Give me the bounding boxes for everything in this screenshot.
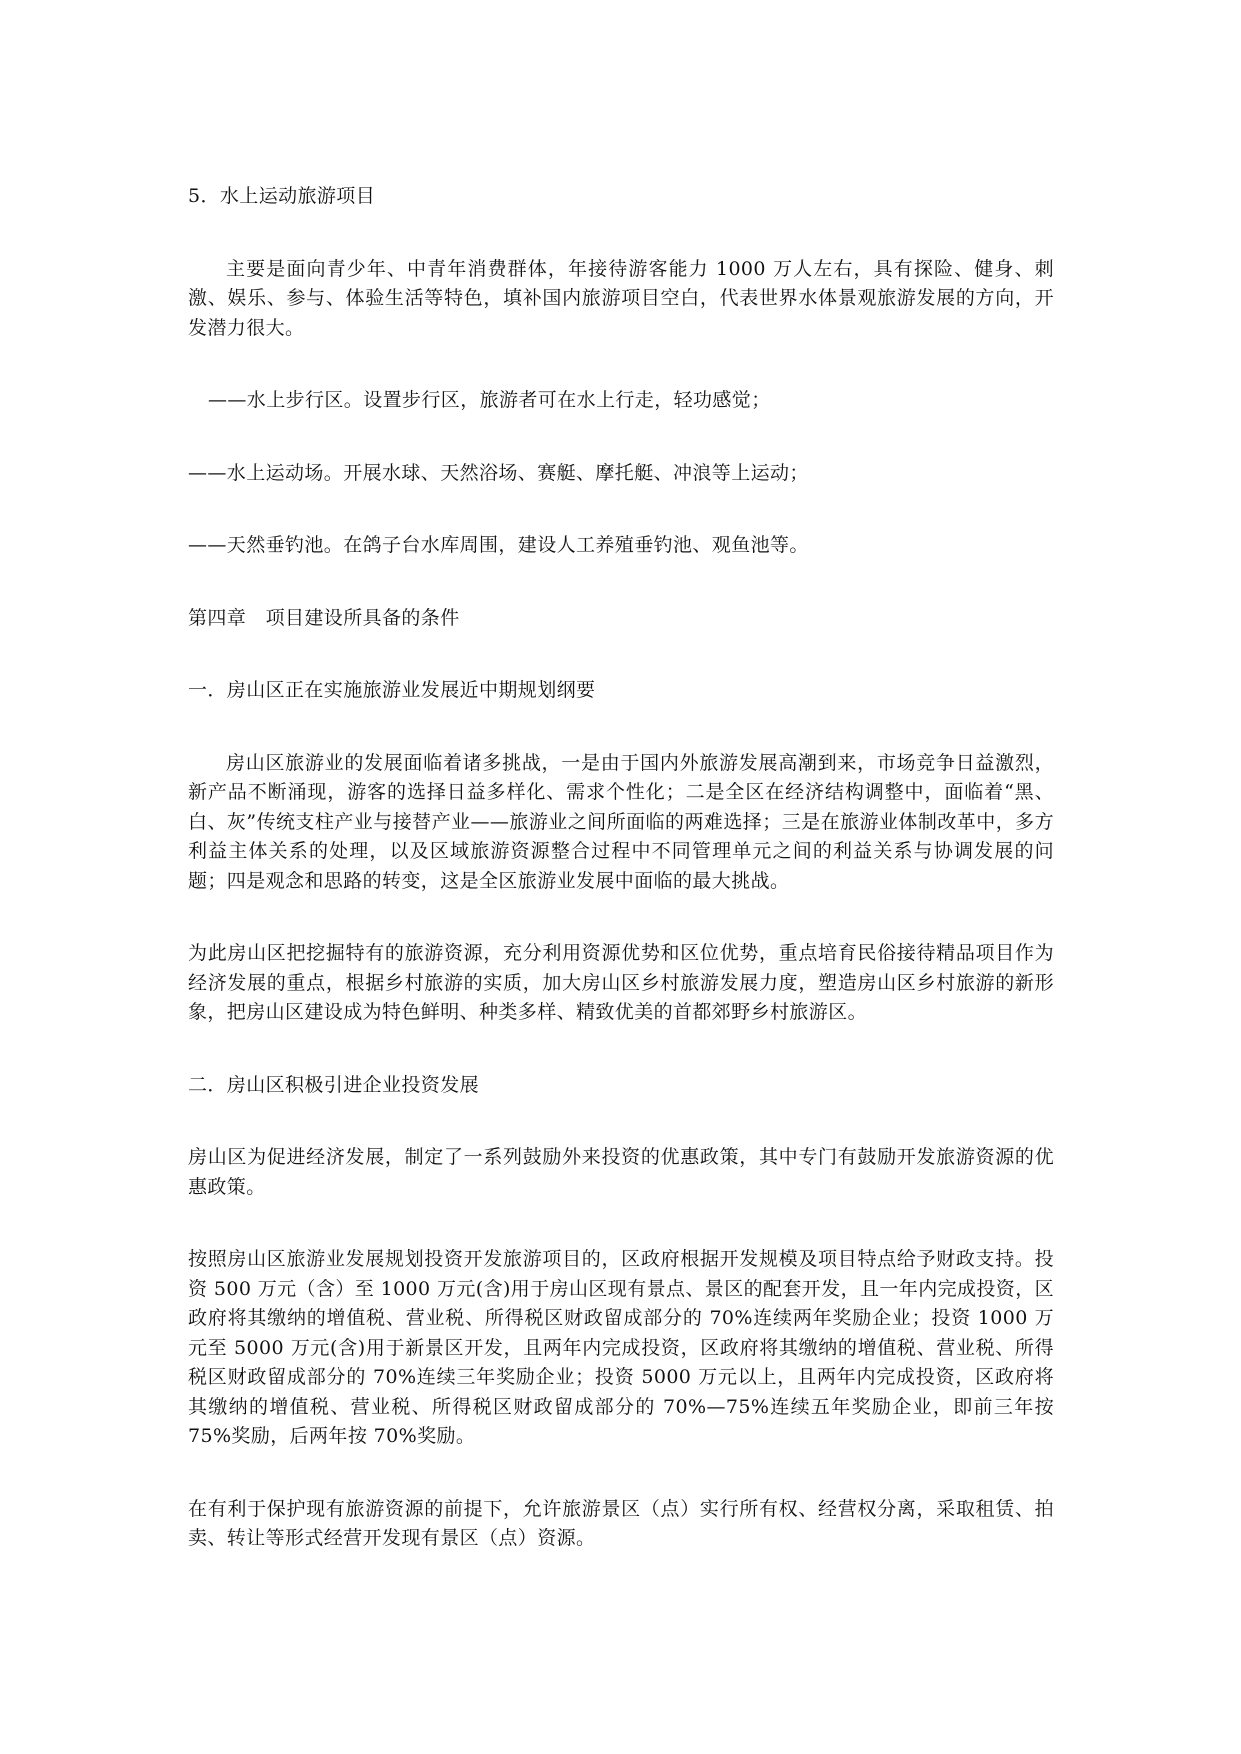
paragraph-challenges: 房山区旅游业的发展面临着诸多挑战，一是由于国内外旅游发展高潮到来，市场竞争日益激烈，新产品不断涌现，游客的选择日益多样化、需求个性化；二是全区在经济结构调整中，面临着“黑、白、灰”传统支柱产业与接替产业——旅游业之间所面临的两难选择；三是在旅游业体制改革中，多方利益主体关系的处理，以及区域旅游资源整合过程中不同管理单元之间的利益关系与协调发展的问题；四是观念和思路的转变，这是全区旅游业发展中面临的最大挑战。 (188, 751, 1054, 892)
paragraph-financial-support: 按照房山区旅游业发展规划投资开发旅游项目的，区政府根据开发规模及项目特点给予财政支持。投资 500 万元（含）至 1000 万元(含)用于房山区现有景点、景区的配套开发，且一年内完成投资，区政府将其缴纳的增值税、营业税、所得税区财政留成部分的 70%连续两年奖励企业；投资 1000 万元至 5000 万元(含)用于新景区开发，且两年内完成投资，区政府将其缴纳的增值税、营业税、所得税区财政留成部分的 70%连续三年奖励企业；投资 5000 万元以上，且两年内完成投资，区政府将其缴纳的增值税、营业税、所得税区财政留成部分的 70%—75%连续五年奖励企业，即前三年按 75%奖励，后两年按 70%奖励。 (188, 1248, 1055, 1447)
section-heading-water-sports: 5．水上运动旅游项目 (188, 185, 376, 207)
chapter-heading-four: 第四章 项目建设所具备的条件 (188, 606, 460, 629)
paragraph-ownership-separation: 在有利于保护现有旅游资源的前提下，允许旅游景区（点）实行所有权、经营权分离，采取租赁、拍卖、转让等形式经营开发现有景区（点）资源。 (188, 1497, 1054, 1549)
list-item-water-sports-field: ——水上运动场。开展水球、天然浴场、赛艇、摩托艇、冲浪等上运动； (188, 461, 809, 484)
section-heading-investment: 二．房山区积极引进企业投资发展 (188, 1073, 480, 1096)
document-body (188, 182, 1054, 1554)
paragraph-investment-policy: 房山区为促进经济发展，制定了一系列鼓励外来投资的优惠政策，其中专门有鼓励开发旅游资源的优惠政策。 (188, 1146, 1054, 1198)
list-item-water-walking-zone: ——水上步行区。设置步行区，旅游者可在水上行走，轻功感觉； (208, 389, 771, 411)
paragraph-rural-tourism: 为此房山区把挖掘特有的旅游资源，充分利用资源优势和区位优势，重点培育民俗接待精品项目作为经济发展的重点，根据乡村旅游的实质，加大房山区乡村旅游发展力度，塑造房山区乡村旅游的新形象，把房山区建设成为特色鲜明、种类多样、精致优美的首都郊野乡村旅游区。 (188, 942, 1054, 1023)
paragraph-water-sports-intro: 主要是面向青少年、中青年消费群体，年接待游客能力 1000 万人左右，具有探险、健身、刺激、娱乐、参与、体验生活等特色，填补国内旅游项目空白，代表世界水体景观旅游发展的方向，开发潜力很大。 (188, 257, 1054, 339)
section-heading-planning: 一．房山区正在实施旅游业发展近中期规划纲要 (188, 679, 596, 701)
list-item-fishing-pond: ——天然垂钓池。在鸽子台水库周围，建设人工养殖垂钓池、观鱼池等。 (188, 534, 809, 556)
